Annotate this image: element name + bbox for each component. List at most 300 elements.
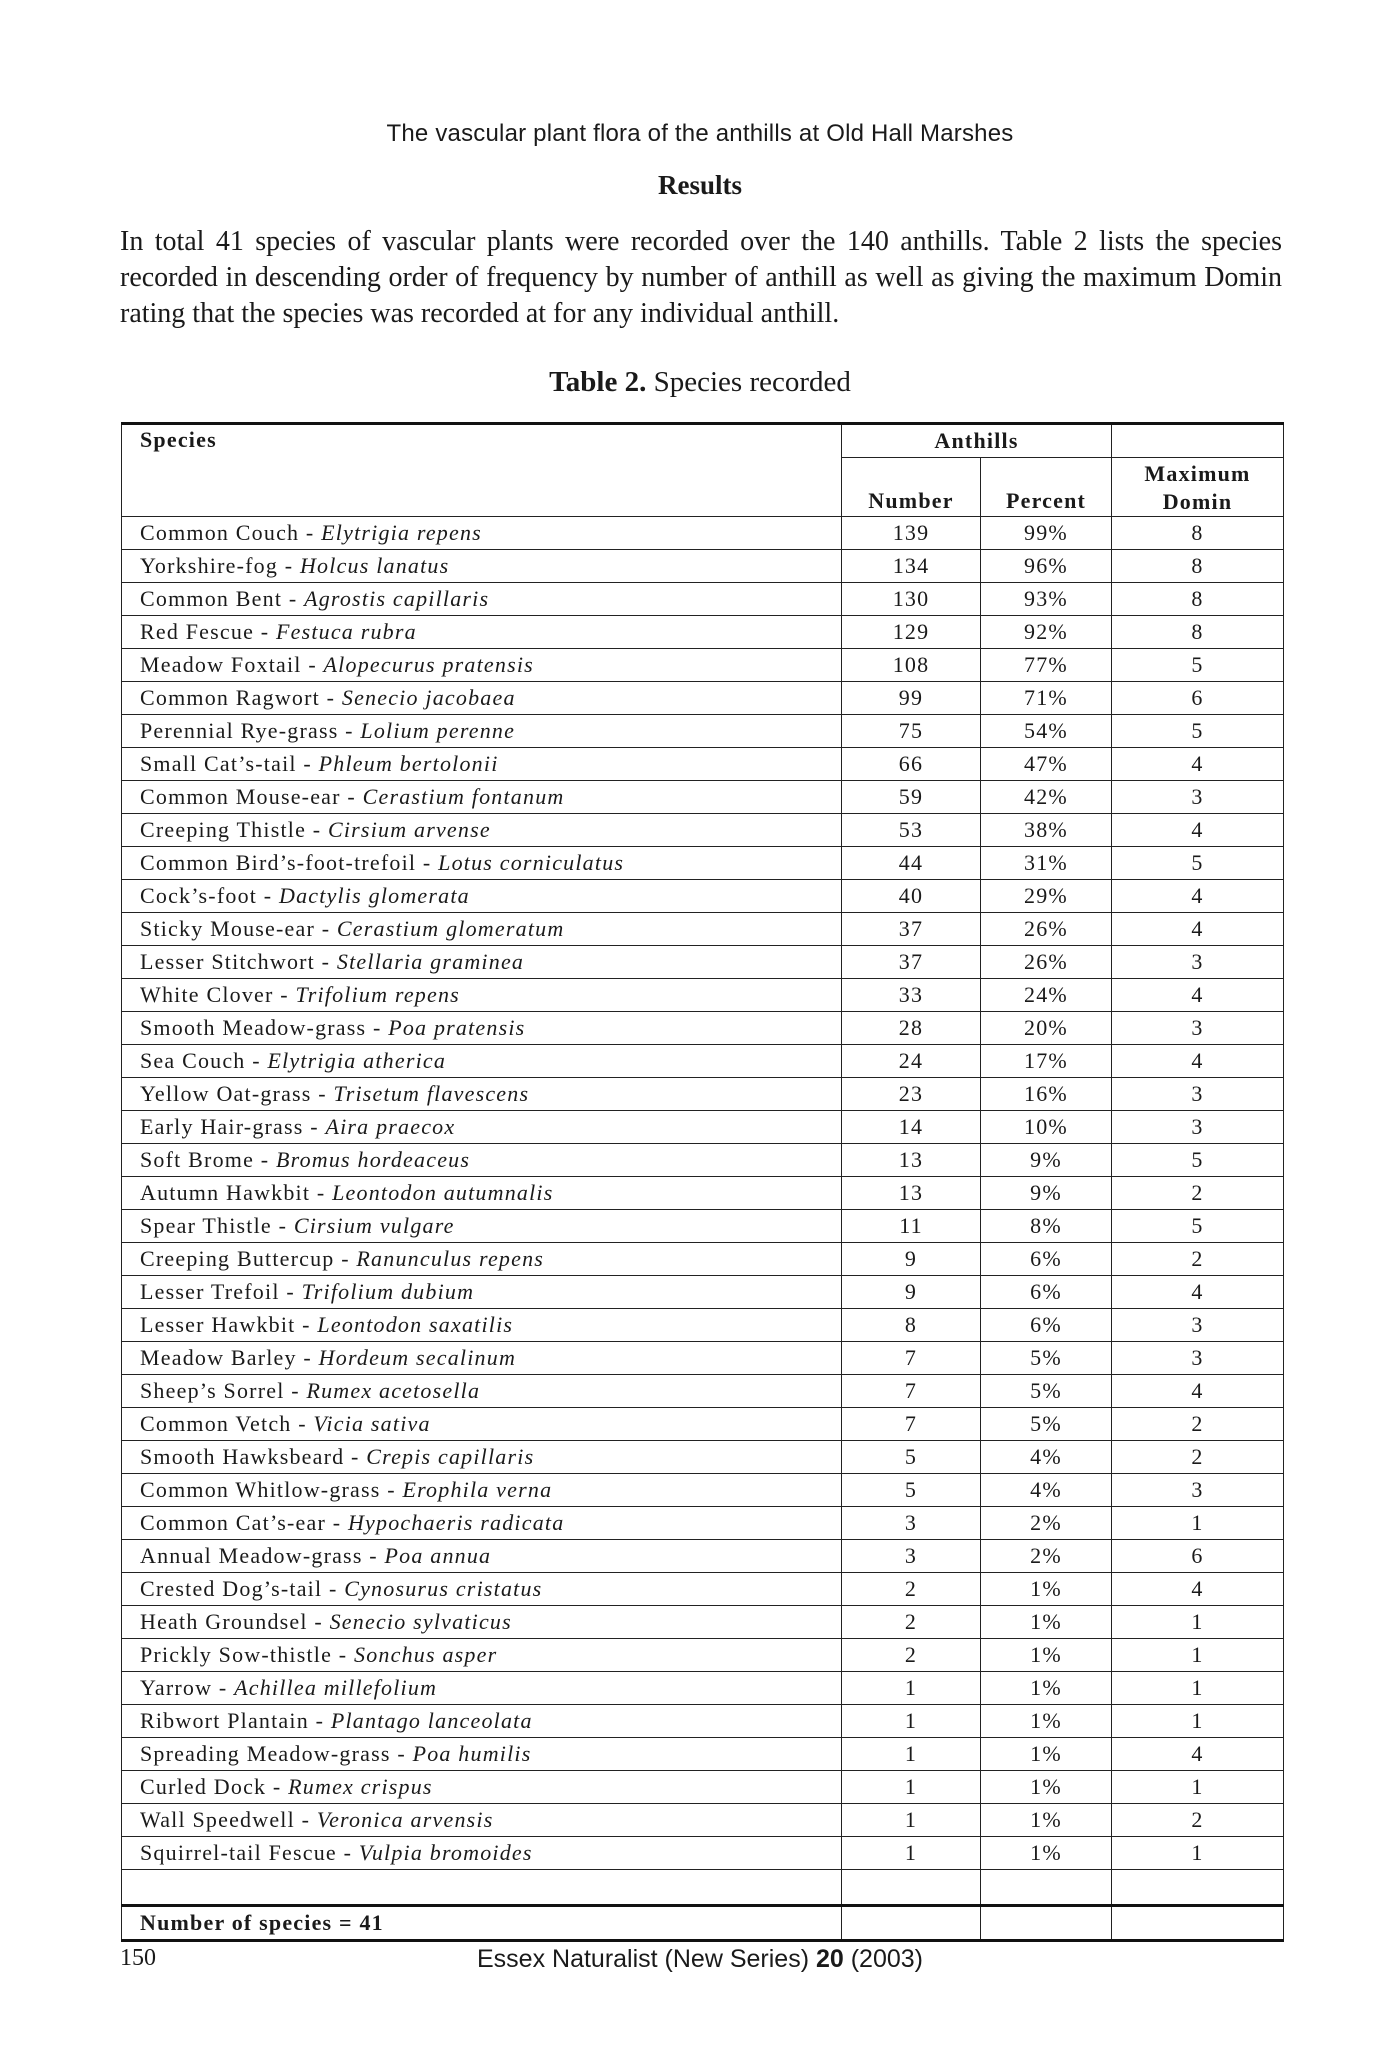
anthill-number-cell: 2 [842,1606,981,1639]
anthill-number-cell: 1 [842,1837,981,1870]
species-table [121,422,1284,1942]
species-name-cell [122,781,842,814]
species-latin-name: Rumex acetosella [306,1378,481,1403]
species-common-name: Smooth Meadow-grass - [140,1015,389,1040]
total-blank-cell [842,1906,981,1941]
species-name-cell [122,583,842,616]
anthill-number-cell: 7 [842,1342,981,1375]
anthill-percent-cell: 6% [981,1243,1112,1276]
table-row [122,1177,1284,1210]
species-name-cell [122,1540,842,1573]
table-row [122,1540,1284,1573]
anthill-percent-cell: 24% [981,979,1112,1012]
max-domin-cell: 3 [1112,781,1284,814]
header-species: Species [122,424,842,517]
anthill-percent-cell: 1% [981,1606,1112,1639]
anthill-percent-cell: 1% [981,1771,1112,1804]
species-name-cell [122,517,842,550]
species-common-name: Wall Speedwell - [140,1807,317,1832]
species-latin-name: Achillea millefolium [234,1675,438,1700]
species-common-name: Crested Dog’s-tail - [140,1576,345,1601]
max-domin-cell: 2 [1112,1177,1284,1210]
table-row [122,1144,1284,1177]
max-domin-cell: 3 [1112,946,1284,979]
anthill-percent-cell: 2% [981,1507,1112,1540]
anthill-percent-cell: 92% [981,616,1112,649]
species-latin-name: Veronica arvensis [316,1807,494,1832]
anthill-number-cell: 33 [842,979,981,1012]
species-name-cell [122,1144,842,1177]
table-row [122,1738,1284,1771]
max-domin-cell: 4 [1112,979,1284,1012]
species-name-cell [122,1276,842,1309]
anthill-percent-cell: 42% [981,781,1112,814]
species-latin-name: Trifolium dubium [301,1279,475,1304]
table-row [122,1111,1284,1144]
anthill-number-cell: 7 [842,1375,981,1408]
species-common-name: Sheep’s Sorrel - [140,1378,307,1403]
table-row [122,1243,1284,1276]
species-latin-name: Sonchus asper [354,1642,498,1667]
species-common-name: Cock’s-foot - [140,883,280,908]
species-common-name: Yarrow - [140,1675,235,1700]
table-row [122,1441,1284,1474]
species-name-cell [122,1441,842,1474]
spacer-cell [981,1870,1112,1906]
max-domin-cell: 1 [1112,1639,1284,1672]
anthill-number-cell: 1 [842,1705,981,1738]
species-common-name: Autumn Hawkbit - [140,1180,333,1205]
page-number: 150 [120,1945,156,1971]
anthill-percent-cell: 77% [981,649,1112,682]
max-domin-cell: 4 [1112,814,1284,847]
species-common-name: Prickly Sow-thistle - [140,1642,355,1667]
max-domin-cell: 3 [1112,1474,1284,1507]
species-name-cell [122,946,842,979]
anthill-percent-cell: 8% [981,1210,1112,1243]
table-row [122,517,1284,550]
anthill-number-cell: 37 [842,946,981,979]
species-latin-name: Cynosurus cristatus [344,1576,543,1601]
anthill-percent-cell: 6% [981,1276,1112,1309]
species-latin-name: Senecio jacobaea [341,685,516,710]
species-name-cell [122,814,842,847]
max-domin-cell: 3 [1112,1078,1284,1111]
table-row [122,1408,1284,1441]
table-row [122,1375,1284,1408]
species-common-name: Spreading Meadow-grass - [140,1741,413,1766]
anthill-number-cell: 7 [842,1408,981,1441]
species-common-name: Common Bent - [140,586,305,611]
species-latin-name: Senecio sylvaticus [329,1609,512,1634]
table-row [122,781,1284,814]
table-row [122,1672,1284,1705]
species-name-cell [122,1210,842,1243]
table-row [122,550,1284,583]
max-domin-cell: 8 [1112,550,1284,583]
anthill-percent-cell: 71% [981,682,1112,715]
max-domin-cell: 5 [1112,1210,1284,1243]
species-latin-name: Cerastium fontanum [362,784,565,809]
table-row [122,616,1284,649]
total-blank-cell [981,1906,1112,1941]
max-domin-cell: 6 [1112,1540,1284,1573]
table-row [122,682,1284,715]
table-row [122,1012,1284,1045]
species-latin-name: Elytrigia repens [321,520,482,545]
species-name-cell [122,1573,842,1606]
table-row [122,1606,1284,1639]
anthill-number-cell: 14 [842,1111,981,1144]
species-latin-name: Phleum bertolonii [318,751,499,776]
species-common-name: Meadow Foxtail - [140,652,324,677]
table-row [122,1771,1284,1804]
anthill-number-cell: 13 [842,1144,981,1177]
species-name-cell [122,1012,842,1045]
species-common-name: Creeping Buttercup - [140,1246,357,1271]
table-row [122,583,1284,616]
species-latin-name: Leontodon autumnalis [332,1180,554,1205]
header-maximum-domin [1112,458,1284,517]
header-anthills: Anthills [842,424,1112,458]
species-latin-name: Erophila verna [402,1477,553,1502]
species-name-cell [122,880,842,913]
header-domin: Domin [1162,489,1233,514]
species-name-cell [122,1408,842,1441]
journal-name: Essex Naturalist (New Series) [476,1945,810,1973]
species-name-cell [122,1738,842,1771]
species-latin-name: Dactylis glomerata [279,883,470,908]
anthill-percent-cell: 4% [981,1441,1112,1474]
running-title: The vascular plant flora of the anthills at Old Hall Marshes [386,120,1014,147]
table-row [122,1705,1284,1738]
species-common-name: Sea Couch - [140,1048,268,1073]
max-domin-cell: 5 [1112,847,1284,880]
species-common-name: Common Mouse-ear - [140,784,363,809]
anthill-number-cell: 108 [842,649,981,682]
anthill-number-cell: 59 [842,781,981,814]
anthill-percent-cell: 9% [981,1144,1112,1177]
species-common-name: Common Vetch - [140,1411,314,1436]
species-name-cell [122,913,842,946]
anthill-percent-cell: 1% [981,1738,1112,1771]
species-common-name: Yorkshire-fog - [140,553,300,578]
spacer-cell [1112,1870,1284,1906]
anthill-number-cell: 40 [842,880,981,913]
species-common-name: Ribwort Plantain - [140,1708,331,1733]
species-name-cell [122,1342,842,1375]
anthill-number-cell: 24 [842,1045,981,1078]
anthill-number-cell: 13 [842,1177,981,1210]
anthill-number-cell: 75 [842,715,981,748]
species-name-cell [122,1639,842,1672]
table-row [122,1045,1284,1078]
max-domin-cell: 4 [1112,913,1284,946]
species-common-name: Lesser Stitchwort - [140,949,337,974]
species-latin-name: Bromus hordeaceus [275,1147,471,1172]
max-domin-cell: 5 [1112,649,1284,682]
max-domin-cell: 3 [1112,1012,1284,1045]
anthill-number-cell: 44 [842,847,981,880]
species-name-cell [122,979,842,1012]
species-latin-name: Holcus lanatus [299,553,450,578]
anthill-percent-cell: 93% [981,583,1112,616]
anthill-percent-cell: 26% [981,913,1112,946]
species-name-cell [122,1045,842,1078]
journal-volume: 20 [815,1945,844,1973]
anthill-number-cell: 134 [842,550,981,583]
species-latin-name: Leontodon saxatilis [317,1312,514,1337]
anthill-percent-cell: 54% [981,715,1112,748]
max-domin-cell: 6 [1112,682,1284,715]
table-row [122,715,1284,748]
species-name-cell [122,1243,842,1276]
species-common-name: Common Whitlow-grass - [140,1477,403,1502]
species-common-name: Soft Brome - [140,1147,276,1172]
anthill-percent-cell: 2% [981,1540,1112,1573]
max-domin-cell: 1 [1112,1507,1284,1540]
max-domin-cell: 4 [1112,1738,1284,1771]
species-latin-name: Elytrigia atherica [267,1048,447,1073]
species-common-name: Yellow Oat-grass - [140,1081,334,1106]
species-common-name: Early Hair-grass - [140,1114,326,1139]
species-latin-name: Cerastium glomeratum [336,916,565,941]
species-name-cell [122,616,842,649]
species-common-name: White Clover - [140,982,296,1007]
anthill-number-cell: 9 [842,1276,981,1309]
table-row [122,1078,1284,1111]
species-latin-name: Festuca rubra [275,619,417,644]
anthill-percent-cell: 5% [981,1408,1112,1441]
species-latin-name: Agrostis capillaris [304,586,490,611]
max-domin-cell: 3 [1112,1309,1284,1342]
anthill-number-cell: 130 [842,583,981,616]
max-domin-cell: 1 [1112,1837,1284,1870]
table-row [122,913,1284,946]
anthill-number-cell: 9 [842,1243,981,1276]
anthill-percent-cell: 26% [981,946,1112,979]
max-domin-cell: 2 [1112,1441,1284,1474]
intro-paragraph: In total 41 species of vascular plants were recorded over the 140 anthills. Table 2 lists the species recorded in descending order of frequency by number of anthill as well as giving the maximum Domin rating that the species was recorded at for any individual anthill. [120,226,1282,329]
species-common-name: Curled Dock - [140,1774,289,1799]
anthill-percent-cell: 1% [981,1639,1112,1672]
max-domin-cell: 1 [1112,1606,1284,1639]
table-row [122,1639,1284,1672]
anthill-percent-cell: 99% [981,517,1112,550]
species-name-cell [122,1771,842,1804]
species-latin-name: Stellaria graminea [336,949,525,974]
species-name-cell [122,1111,842,1144]
species-common-name: Common Bird’s-foot-trefoil - [140,850,439,875]
species-latin-name: Rumex crispus [288,1774,433,1799]
table-row [122,814,1284,847]
species-common-name: Common Couch - [140,520,322,545]
table-row [122,1507,1284,1540]
max-domin-cell: 2 [1112,1408,1284,1441]
species-latin-name: Poa humilis [412,1741,532,1766]
table-row [122,1474,1284,1507]
table-row [122,1837,1284,1870]
table-caption [0,366,1400,399]
spacer-cell [842,1870,981,1906]
anthill-number-cell: 99 [842,682,981,715]
species-latin-name: Cirsium arvense [327,817,491,842]
anthill-percent-cell: 47% [981,748,1112,781]
species-common-name: Small Cat’s-tail - [140,751,319,776]
anthill-percent-cell: 10% [981,1111,1112,1144]
table-row [122,649,1284,682]
species-name-cell [122,1837,842,1870]
anthill-number-cell: 1 [842,1771,981,1804]
max-domin-cell: 1 [1112,1771,1284,1804]
anthill-percent-cell: 29% [981,880,1112,913]
species-common-name: Red Fescue - [140,619,276,644]
anthill-number-cell: 37 [842,913,981,946]
table-row [122,1804,1284,1837]
species-common-name: Common Cat’s-ear - [140,1510,348,1535]
anthill-percent-cell: 20% [981,1012,1112,1045]
species-name-cell [122,847,842,880]
species-name-cell [122,1474,842,1507]
species-name-cell [122,550,842,583]
anthill-percent-cell: 17% [981,1045,1112,1078]
species-name-cell [122,649,842,682]
species-common-name: Annual Meadow-grass - [140,1543,385,1568]
anthill-number-cell: 2 [842,1639,981,1672]
anthill-percent-cell: 5% [981,1375,1112,1408]
header-maximum: Maximum [1144,461,1251,486]
max-domin-cell: 2 [1112,1804,1284,1837]
table-row [122,748,1284,781]
species-common-name: Heath Groundsel - [140,1609,330,1634]
species-common-name: Smooth Hawksbeard - [140,1444,367,1469]
anthill-number-cell: 5 [842,1441,981,1474]
anthill-number-cell: 23 [842,1078,981,1111]
species-name-cell [122,1705,842,1738]
species-name-cell [122,715,842,748]
table-row [122,979,1284,1012]
species-common-name: Meadow Barley - [140,1345,319,1370]
species-common-name: Squirrel-tail Fescue - [140,1840,359,1865]
table-row [122,1210,1284,1243]
anthill-number-cell: 2 [842,1573,981,1606]
species-common-name: Perennial Rye-grass - [140,718,361,743]
species-common-name: Common Ragwort - [140,685,342,710]
anthill-number-cell: 1 [842,1804,981,1837]
table-row [122,1276,1284,1309]
species-name-cell [122,1507,842,1540]
species-name-cell [122,1606,842,1639]
species-common-name: Creeping Thistle - [140,817,328,842]
table-spacer-row [122,1870,1284,1906]
species-latin-name: Aira praecox [325,1114,456,1139]
species-latin-name: Vulpia bromoides [358,1840,533,1865]
species-table-body [122,517,1284,1870]
species-latin-name: Cirsium vulgare [293,1213,455,1238]
anthill-percent-cell: 1% [981,1672,1112,1705]
anthill-number-cell: 5 [842,1474,981,1507]
section-heading: Results [657,170,742,200]
max-domin-cell: 4 [1112,1276,1284,1309]
anthill-number-cell: 139 [842,517,981,550]
table-row [122,880,1284,913]
anthill-percent-cell: 1% [981,1705,1112,1738]
anthill-number-cell: 53 [842,814,981,847]
max-domin-cell: 4 [1112,748,1284,781]
table-row [122,847,1284,880]
anthill-percent-cell: 1% [981,1837,1112,1870]
species-name-cell [122,1309,842,1342]
species-latin-name: Poa pratensis [388,1015,526,1040]
total-blank-cell [1112,1906,1284,1941]
anthill-percent-cell: 38% [981,814,1112,847]
table-row [122,1342,1284,1375]
species-latin-name: Alopecurus pratensis [323,652,534,677]
species-name-cell [122,1078,842,1111]
max-domin-cell: 3 [1112,1342,1284,1375]
max-domin-cell: 8 [1112,583,1284,616]
species-latin-name: Hordeum secalinum [318,1345,517,1370]
species-name-cell [122,1375,842,1408]
table-row [122,1573,1284,1606]
max-domin-cell: 5 [1112,1144,1284,1177]
max-domin-cell: 4 [1112,880,1284,913]
header-percent: Percent [981,458,1112,517]
anthill-percent-cell: 4% [981,1474,1112,1507]
species-common-name: Spear Thistle - [140,1213,294,1238]
anthill-percent-cell: 1% [981,1804,1112,1837]
species-latin-name: Ranunculus repens [356,1246,545,1271]
table-row [122,1309,1284,1342]
header-number: Number [842,458,981,517]
species-name-cell [122,1672,842,1705]
anthill-percent-cell: 31% [981,847,1112,880]
anthill-number-cell: 1 [842,1738,981,1771]
species-latin-name: Poa annua [384,1543,492,1568]
journal-citation [0,1945,1400,1974]
max-domin-cell: 8 [1112,616,1284,649]
max-domin-cell: 3 [1112,1111,1284,1144]
anthill-number-cell: 28 [842,1012,981,1045]
species-common-name: Sticky Mouse-ear - [140,916,337,941]
max-domin-cell: 5 [1112,715,1284,748]
species-latin-name: Vicia sativa [313,1411,431,1436]
species-latin-name: Trisetum flavescens [333,1081,530,1106]
species-latin-name: Trifolium repens [295,982,460,1007]
species-name-cell [122,1804,842,1837]
species-latin-name: Crepis capillaris [366,1444,535,1469]
spacer-cell [122,1870,842,1906]
species-name-cell [122,748,842,781]
max-domin-cell: 2 [1112,1243,1284,1276]
anthill-number-cell: 11 [842,1210,981,1243]
max-domin-cell: 1 [1112,1705,1284,1738]
anthill-number-cell: 3 [842,1540,981,1573]
anthill-percent-cell: 9% [981,1177,1112,1210]
anthill-percent-cell: 16% [981,1078,1112,1111]
table-caption-label: Table 2. [549,366,647,398]
max-domin-cell: 1 [1112,1672,1284,1705]
anthill-number-cell: 66 [842,748,981,781]
species-common-name: Lesser Trefoil - [140,1279,302,1304]
anthill-number-cell: 129 [842,616,981,649]
max-domin-cell: 4 [1112,1375,1284,1408]
species-name-cell [122,1177,842,1210]
max-domin-cell: 4 [1112,1045,1284,1078]
species-latin-name: Plantago lanceolata [330,1708,533,1733]
table-row [122,946,1284,979]
anthill-percent-cell: 1% [981,1573,1112,1606]
